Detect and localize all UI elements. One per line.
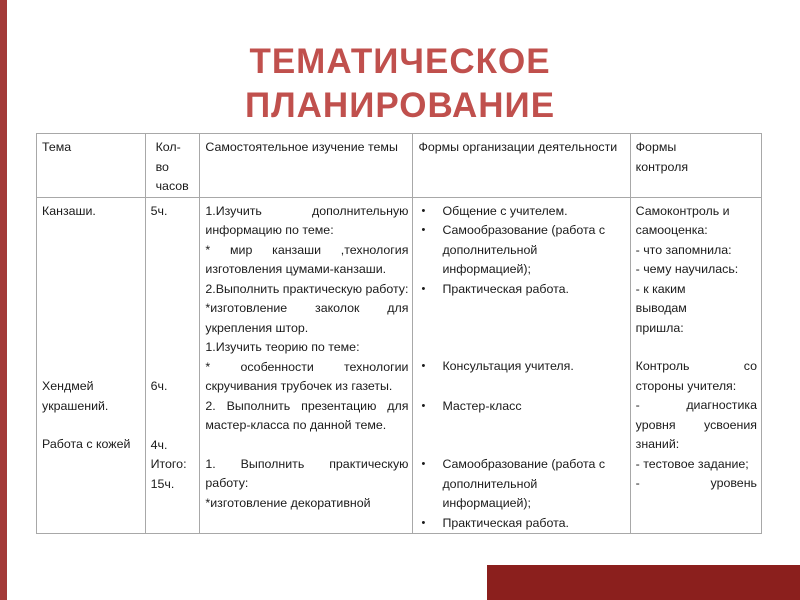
cell-topics	[37, 197, 146, 534]
forms-org-group-2	[418, 357, 625, 377]
control-item: - диагностика уровня усвоения знаний:	[635, 398, 757, 451]
title-line-1: ТЕМАТИЧЕСКОЕ	[249, 42, 551, 81]
title-line-2: ПЛАНИРОВАНИЕ	[244, 86, 556, 125]
header-topic	[37, 134, 146, 198]
list-item: • Консультация учителя.	[418, 357, 625, 377]
hours-1: 5ч.	[150, 203, 168, 218]
header-hours-line-3: часов	[155, 179, 189, 193]
forms-org-group-3	[418, 397, 625, 417]
self-study-item: 1.Изучить теорию по теме:	[205, 340, 360, 354]
header-forms-org-label: Формы организации деятельности	[418, 140, 618, 154]
cell-self-study	[200, 197, 413, 534]
bottom-accent-bar	[487, 565, 800, 600]
forms-org-group-1	[418, 202, 625, 300]
header-self-study-label: Самостоятельное изучение темы	[205, 140, 398, 154]
control-item: - чему научилась:	[635, 262, 739, 276]
control-item: - уровень	[635, 476, 757, 490]
header-forms-control-label: Формы контроля	[635, 140, 689, 174]
self-study-item: * особенности технологии скручивания трубочек из газеты.	[205, 359, 409, 393]
cell-hours	[145, 197, 200, 534]
list-item: • Практическая работа.	[418, 280, 625, 300]
page-title	[0, 40, 800, 128]
table-row	[37, 197, 762, 534]
hours-3: 4ч.	[150, 437, 168, 452]
self-study-item: *изготовление декоративной	[205, 495, 371, 510]
header-self-study	[200, 134, 413, 198]
forms-org-group-4	[418, 455, 625, 533]
topic-1: Канзаши.	[42, 203, 96, 218]
header-hours-line-1: Кол-	[155, 140, 181, 154]
control-item: Самоконтроль и самооценка:	[635, 203, 730, 237]
header-topic-label: Тема	[42, 140, 72, 154]
cell-forms-control	[630, 197, 761, 534]
header-hours	[145, 134, 200, 198]
planning-table	[36, 133, 762, 534]
hours-total-label: Итого:	[150, 457, 187, 471]
topic-3: Работа с кожей	[42, 437, 131, 451]
self-study-item: *изготовление заколок для укрепления штор.	[205, 301, 409, 335]
control-item: Контроль со стороны учителя:	[635, 359, 757, 393]
self-study-item: * мир канзаши ,технология изготовления цумами-канзаши.	[205, 242, 409, 276]
list-item: • Мастер-класс	[418, 397, 625, 417]
header-forms-org	[413, 134, 630, 198]
list-item: • Практическая работа.	[418, 514, 625, 534]
hours-total-value: 15ч.	[150, 476, 175, 491]
topic-2: Хендмей украшений.	[42, 379, 109, 413]
self-study-item: 1. Выполнить практическую работу:	[205, 456, 409, 490]
control-item: - тестовое задание;	[635, 456, 749, 471]
header-forms-control	[630, 134, 761, 198]
list-item: • Самообразование (работа с дополнительной информацией);	[418, 221, 625, 280]
control-item: - к каким выводам пришла:	[635, 281, 687, 335]
header-hours-line-2: во	[155, 159, 169, 174]
control-item: - что запомнила:	[635, 242, 732, 257]
cell-forms-org	[413, 197, 630, 534]
self-study-item: 2.Выполнить практическую работу:	[205, 281, 409, 296]
list-item: • Самообразование (работа с дополнительной информацией);	[418, 455, 625, 514]
list-item: • Общение с учителем.	[418, 202, 625, 222]
self-study-item: 1.Изучить дополнительную информацию по теме:	[205, 203, 409, 237]
hours-2: 6ч.	[150, 379, 168, 393]
self-study-item: 2. Выполнить презентацию для мастер-класса по данной теме.	[205, 398, 409, 432]
table-header-row	[37, 134, 762, 198]
